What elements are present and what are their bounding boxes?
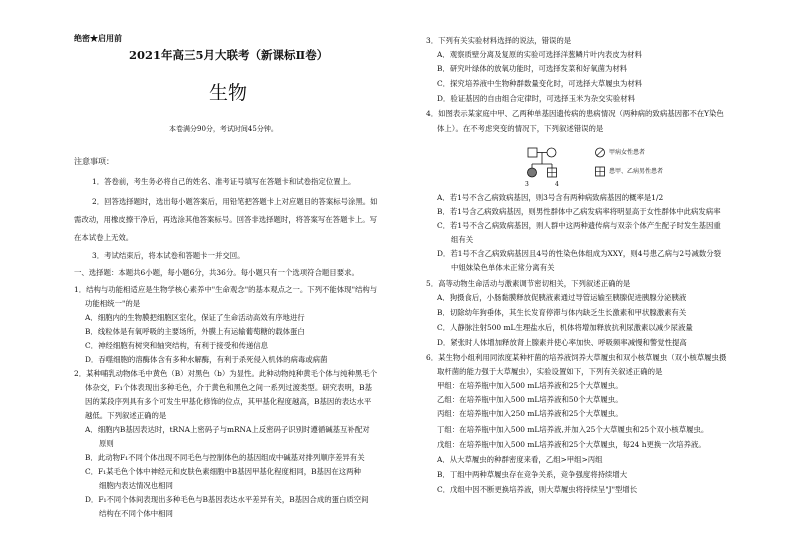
question-line: 功能相统一"的是 (85, 299, 141, 308)
option-line: C．探究培养液中生物种群数量变化时，可选择大草履虫为材料 (437, 79, 643, 88)
question-line: 4．如图表示某家庭中甲、乙两种单基因遗传病的患病情况（两种病的致病基因都不在Y染色 (426, 109, 724, 118)
option-line: 结构在不同个体中相同 (99, 509, 173, 518)
option-line: D．紧张时人体增加释放肾上腺素并使心率加快、呼吸频率减慢和警觉性提高 (437, 338, 687, 347)
option-line: A．细胞内B基因表达时，tRNA上密码子与mRNA上反密码子识别时遵循碱基互补配对 (85, 425, 370, 434)
question-line: 1．结构与功能相适应是生物学核心素养中"生命观念"的基本观点之一。下列不能体现"结构与 (74, 285, 378, 294)
option-line: 中姐妹染色单体未正常分离有关 (451, 263, 555, 272)
option-line: A．狗摄食后，小肠黏膜释放促胰液素通过导管运输至胰腺促进胰腺分泌胰液 (437, 293, 687, 302)
pedigree-diagram (520, 145, 740, 190)
option-line: B．切除幼年狗垂体，其生长发育停滞与体内缺乏生长激素和甲状腺激素有关 (437, 308, 687, 317)
question-line: 越低。下列叙述正确的是 (85, 411, 167, 420)
option-line: 组有关 (451, 235, 474, 244)
option-line: A．观察质壁分离及复原的实验可选择洋葱鳞片叶内表皮为材料 (437, 50, 642, 59)
question-line: 3．下列有关实验材料选择的说法，错误的是 (426, 36, 572, 45)
question-line: 5．高等动物生命活动与激素调节密切相关，下列叙述正确的是 (426, 279, 631, 288)
group-line: 甲组：在培养瓶中加入500 mL培养液和25个大草履虫。 (437, 381, 623, 390)
question-line: 6．某生物小组利用同浓度某种杆菌的培养液饲养大草履虫和双小核草履虫（双小核草履虫摄 (426, 353, 727, 362)
group-line: 戊组：在培养瓶中加入500 mL培养液和25个大草履虫，每24 h更换一次培养液。 (437, 440, 706, 449)
question-line: 2．某种哺乳动物体毛中黄色（B）对黑色（b）为显性。此种动物纯种黄毛个体与纯种黑毛个 (74, 369, 378, 378)
option-line: C．戊组中因不断更换培养液，则大草履虫将持续呈"J"型增长 (437, 485, 638, 494)
note-line: 3．考试结束后，将本试卷和答题卡一并交回。 (92, 251, 245, 260)
question-line: 体上）。在不考虑突变的情况下，下列叙述错误的是 (437, 124, 604, 133)
group-line: 丙组：在培养瓶中加入250 mL培养液和25个大草履虫。 (437, 409, 623, 418)
option-line: B．研究叶绿体的放氧功能时，可选择发菜和好氧菌为材料 (437, 64, 628, 73)
option-line: 细胞内表达情况也相同 (99, 481, 173, 490)
pedigree-num: 3 (525, 181, 529, 188)
note-line: 在本试卷上无效。 (74, 233, 134, 242)
option-line: D．若1号不含乙病致病基因且4号的性染色体组成为XXY，则4号患乙病与2号减数分裂 (437, 249, 722, 258)
option-line: D．吞噬细胞的溶酶体含有多种水解酶，有利于杀死侵入机体的病毒或病菌 (85, 355, 328, 364)
option-line: B．线粒体是有氧呼吸的主要场所，外膜上有运输葡萄糖的载体蛋白 (85, 327, 305, 336)
option-line: C．神经细胞有树突和轴突结构，有利于接受和传递信息 (85, 341, 269, 350)
note-line: 2．回答选择题时，选出每小题答案后，用铅笔把答题卡上对应题目的答案标号涂黑。如 (92, 197, 378, 206)
group-line: 乙组：在培养瓶中加入500 mL培养液和50个大草履虫。 (437, 395, 623, 404)
option-line: A．细胞内的生物膜把细胞区室化，保证了生命活动高效有序地进行 (85, 313, 305, 322)
pedigree-num: 4 (555, 181, 559, 188)
note-line: 需改动，用橡皮擦干净后，再选涂其他答案标号。回答非选择题时，将答案写在答题卡上。写 (74, 215, 378, 224)
note-line: 1．答卷前，考生务必将自己的姓名、准考证号填写在答题卡和试卷指定位置上。 (92, 177, 356, 186)
option-line: 原则 (99, 439, 114, 448)
option-line: B．若1号含乙病致病基因，则男性群体中乙病发病率将明显高于女性群体中此病发病率 (437, 207, 721, 216)
notes-heading: 注意事项： (74, 157, 114, 166)
option-line: A．从大草履虫的种群密度来看，乙组>甲组>丙组 (437, 455, 603, 464)
group-line: 丁组：在培养瓶中加入500 mL培养液,并加入25个大草履虫和25个双小核草履虫。 (437, 425, 709, 434)
legend-label-yi: 患甲、乙病男性患者 (609, 168, 664, 175)
option-line: B．此动物F₁不同个体出现不同毛色与控制体色的基因组成中碱基对排列顺序差异有关 (85, 453, 365, 462)
option-line: D．验证基因的自由组合定律时，可选择玉米为杂交实验材料 (437, 94, 636, 103)
secret-label: 绝密★启用前 (74, 33, 122, 43)
question-line: 因的某段序列具有多个可发生甲基化修饰的位点，其甲基化程度越高，B基因的表达水平 (85, 397, 372, 406)
option-line: C．F₁某毛色个体中神经元和皮肤色素细胞中B基因甲基化程度相同，B基因在这两种 (85, 467, 361, 476)
option-line: C．若1号不含乙病致病基因，则人群中这两种遗传病与双亲个体产生配子时发生基因重 (437, 221, 721, 230)
score-time-note: 本卷满分90分，考试时间45分钟。 (169, 125, 278, 133)
female-3-symbol (528, 168, 537, 177)
legend-label-jia: 甲病女性患者 (609, 149, 646, 156)
female-2-symbol (547, 148, 556, 157)
question-line: 取杆菌的能力强于大草履虫），实验设置如下，下列有关叙述正确的是 (437, 367, 663, 376)
question-line: 体杂交，F₁个体表现出多种毛色，介于黄色和黑色之间一系列过渡类型。研究表明，B基 (85, 383, 372, 392)
option-line: B．丁组中两种草履虫存在竞争关系，竞争强度将持续增大 (437, 470, 628, 479)
option-line: A．若1号不含乙病致病基因，则3号含有两种病致病基因的概率是1/2 (437, 193, 664, 202)
section-heading: 一、选择题：本题共6小题，每小题6分，共36分。每小题只有一个选项符合题目要求。 (74, 268, 359, 277)
subject-title: 生物 (209, 82, 248, 104)
exam-title: 2021年高三5月大联考（新课标Ⅱ卷） (129, 48, 329, 62)
male-1-symbol (528, 148, 537, 157)
option-line: C．人静脉注射500 mL生理盐水后，机体将增加释放抗利尿激素以减少尿液量 (437, 323, 693, 332)
option-line: D．F₁不同个体间表现出多种毛色与B基因表达水平差异有关，B基因合成的蛋白质空间 (85, 495, 369, 504)
